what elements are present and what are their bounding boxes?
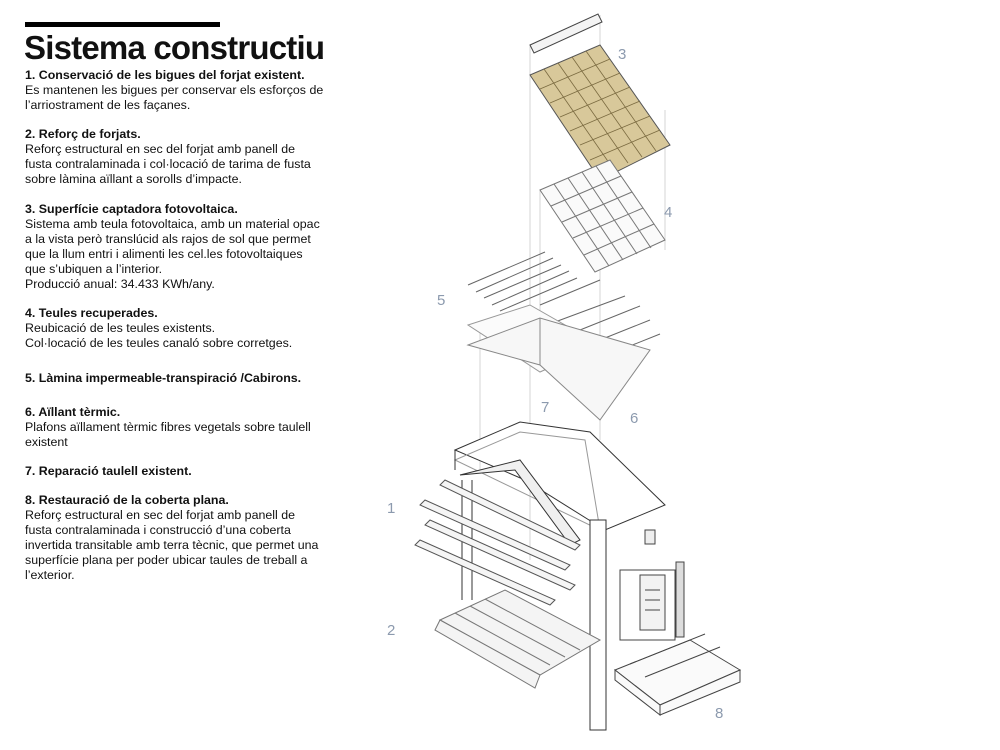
callout-label-8: 8: [715, 705, 724, 722]
legend-item-2: [25, 127, 345, 187]
callout-label-3: 3: [618, 46, 627, 63]
legend-item-8-body: Reforç estructural en sec del forjat amb panell de fusta contralaminada i construcció d’una coberta invertida transitable amb terra tècnic, que permet una superfície plana per poder ubicar taules de treball a l’exterior.: [25, 508, 319, 582]
legend-item-8-heading: 8. Restauració de la coberta plana.: [25, 493, 229, 507]
legend-item-1-body: Es mantenen les bigues per conservar els esforços de l’arriostrament de les façanes.: [25, 83, 324, 112]
legend-item-5: [25, 371, 345, 386]
legend-item-4: [25, 306, 345, 351]
legend-item-4-body: Reubicació de les teules existents. Col·locació de les teules canaló sobre corretges.: [25, 321, 293, 350]
legend-item-6-body: Plafons aïllament tèrmic fibres vegetals sobre taulell existent: [25, 420, 311, 449]
legend-item-8: [25, 493, 345, 583]
legend-item-3-heading: 3. Superfície captadora fotovoltaica.: [25, 202, 238, 216]
legend-item-7-heading: 7. Reparació taulell existent.: [25, 464, 192, 478]
page-title: Sistema constructiu: [24, 29, 325, 66]
legend-item-4-heading: 4. Teules recuperades.: [25, 306, 158, 320]
title-rule: [25, 22, 220, 27]
legend-item-6-heading: 6. Aïllant tèrmic.: [25, 405, 121, 419]
callout-label-6: 6: [630, 410, 639, 427]
layer-3-strip: [530, 14, 602, 53]
callout-label-1: 1: [387, 500, 396, 517]
layer-2-floor: [435, 590, 600, 688]
layer-8-terrace: [615, 530, 740, 715]
legend-item-2-body: Reforç estructural en sec del forjat amb panell de fusta contralaminada i col·locació de tarima de fusta sobre làmina aïllant a sorolls d’impacte.: [25, 142, 311, 186]
legend-item-5-heading: 5. Làmina impermeable-transpiració /Cabirons.: [25, 371, 302, 385]
layer-4-recovered-tiles: [540, 160, 665, 272]
legend-item-3-body: Sistema amb teula fotovoltaica, amb un material opac a la vista però translúcid als rajos de sol que permet que la llum entri i alimenti les cel.les fotovoltaiques que s’ubiquen a l’interior. Producció anual: 34.433 KWh/any.: [25, 217, 320, 291]
callout-label-7: 7: [541, 399, 550, 416]
legend-item-1: [25, 68, 345, 113]
legend-item-1-heading: 1. Conservació de les bigues del forjat existent.: [25, 68, 305, 82]
layer-3-pv-tiles: [530, 45, 670, 180]
exploded-axonometric-drawing: [370, 0, 1000, 750]
legend-item-7: [25, 464, 345, 479]
callout-label-4: 4: [664, 204, 673, 221]
legend-item-2-heading: 2. Reforç de forjats.: [25, 127, 141, 141]
callout-label-5: 5: [437, 292, 446, 309]
callout-label-2: 2: [387, 622, 396, 639]
legend-item-6: [25, 405, 345, 450]
legend-item-3: [25, 202, 345, 292]
